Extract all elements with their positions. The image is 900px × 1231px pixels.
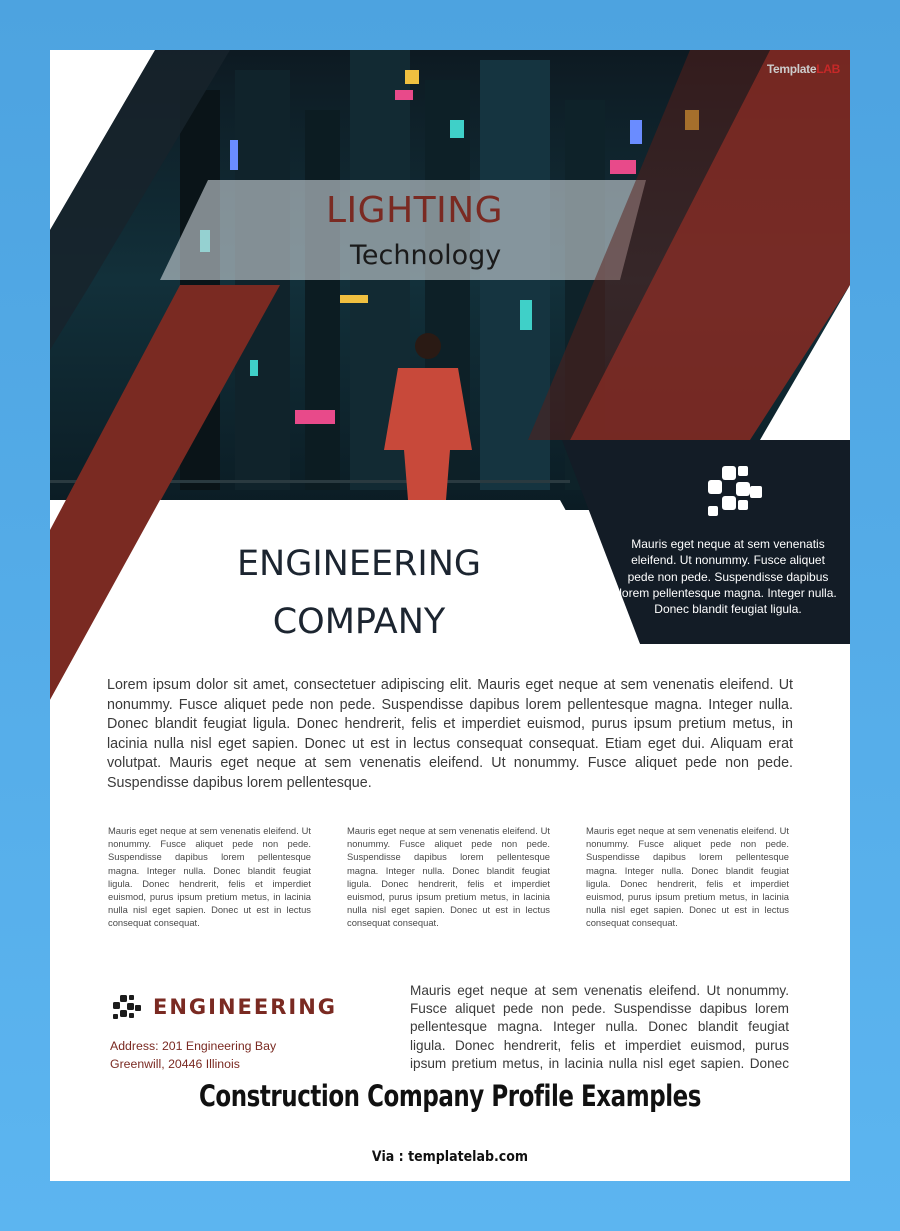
company-title-line2: COMPANY bbox=[272, 602, 446, 642]
dark-box-text: Mauris eget neque at sem venenatis eleifend. Ut nonummy. Fusce aliquet pede non pede. Suspendisse dapibus lorem pellentesque magna. Integer nulla. Donec blandit feugiat ligula. bbox=[619, 537, 837, 617]
header-title: LIGHTING bbox=[326, 190, 504, 231]
company-title bbox=[200, 535, 518, 651]
address-block bbox=[110, 1037, 276, 1073]
intro-paragraph: Lorem ipsum dolor sit amet, consectetuer adipiscing elit. Mauris eget neque at sem venenatis eleifend. Ut nonummy. Fusce aliquet pede non pede. Suspendisse dapibus lorem pellentesque magna. Integer nulla. Donec blandit feugiat ligula. Donec hendrerit, felis et imperdiet euismod, purus ipsum pretium metus, in lacinia nulla nisl eget sapien. Donec ut est in lectus consequat consequat. Etiam eget dui. Aliquam erat volutpat. Mauris eget neque at sem venenatis eleifend. Ut nonummy. Fusce aliquet pede non pede. Suspendisse dapibus lorem pellentesque. bbox=[107, 677, 793, 791]
hero-banner bbox=[50, 50, 850, 710]
footer-paragraph: Mauris eget neque at sem venenatis eleifend. Ut nonummy. Fusce aliquet pede non pede. Suspendisse dapibus lorem pellentesque magna. Integer nulla. Donec blandit feugiat ligula. Donec hendrerit, felis et imperdiet euismod, purus ipsum pretium metus, in lacinia nulla nisl eget sapien. Donec bbox=[410, 983, 789, 1071]
company-title-line1: ENGINEERING bbox=[236, 544, 482, 584]
address-line2: Greenwill, 20446 Illinois bbox=[110, 1057, 240, 1071]
brand-suffix: LAB bbox=[816, 62, 840, 76]
caption-title: Construction Company Profile Examples bbox=[198, 1079, 701, 1113]
brand-watermark bbox=[767, 62, 840, 76]
engineering-logo-icon bbox=[110, 993, 146, 1023]
caption-source-link[interactable]: Via : templatelab.com bbox=[371, 1149, 529, 1165]
address-line1: Address: 201 Engineering Bay bbox=[110, 1039, 277, 1053]
caption-panel bbox=[50, 1075, 850, 1181]
footer-logo-text: ENGINEERING bbox=[153, 995, 338, 1019]
text-column-2: Mauris eget neque at sem venenatis eleifend. Ut nonummy. Fusce aliquet pede non pede. Suspendisse dapibus lorem pellentesque magna. Integer nulla. Donec blandit feugiat ligula. Donec hendrerit, felis et imperdiet euismod, purus ipsum pretium metus, in lacinia nulla nisl eget sapien. Donec ut est in lectus consequat consequat. bbox=[347, 825, 550, 929]
text-column-3: Mauris eget neque at sem venenatis eleifend. Ut nonummy. Fusce aliquet pede non pede. Suspendisse dapibus lorem pellentesque magna. Integer nulla. Donec blandit feugiat ligula. Donec hendrerit, felis et imperdiet euismod, purus ipsum pretium metus, in lacinia nulla nisl eget sapien. Donec ut est in lectus consequat consequat. bbox=[586, 825, 789, 929]
brand-prefix: Template bbox=[766, 62, 817, 76]
text-column-1: Mauris eget neque at sem venenatis eleifend. Ut nonummy. Fusce aliquet pede non pede. Suspendisse dapibus lorem pellentesque magna. Integer nulla. Donec blandit feugiat ligula. Donec hendrerit, felis et imperdiet euismod, purus ipsum pretium metus, in lacinia nulla nisl eget sapien. Donec ut est in lectus consequat consequat. bbox=[108, 825, 311, 929]
flyer-page bbox=[50, 50, 850, 1181]
header-subtitle: Technology bbox=[350, 240, 502, 271]
